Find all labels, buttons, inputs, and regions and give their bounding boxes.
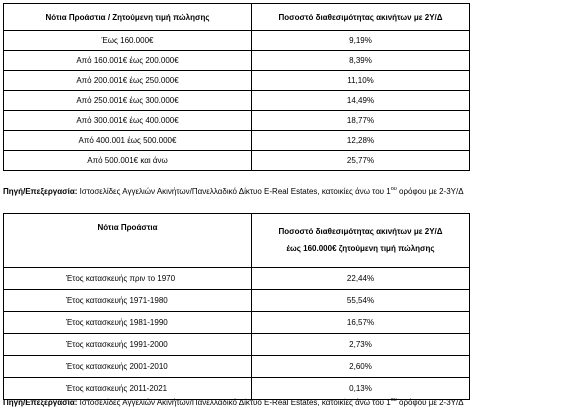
header-availability-line1: Ποσοστό διαθεσιμότητας ακινήτων με 2Υ/Δ xyxy=(278,227,443,236)
percentage-cell: 18,77% xyxy=(252,111,470,131)
header-availability: Ποσοστό διαθεσιμότητας ακινήτων με 2Υ/Δ xyxy=(252,4,470,31)
source-text-end: ορόφου με 2-3Υ/Δ xyxy=(396,187,464,196)
price-availability-table xyxy=(3,3,470,171)
table-row xyxy=(4,91,470,111)
construction-year-cell: Έτος κατασκευής 1971-1980 xyxy=(4,290,252,312)
percentage-cell: 14,49% xyxy=(252,91,470,111)
source-text-end: ορόφου με 2-3Υ/Δ xyxy=(396,398,464,407)
construction-year-cell: Έτος κατασκευής πριν το 1970 xyxy=(4,268,252,290)
table-header-row xyxy=(4,4,470,31)
price-range-cell: Από 200.001€ έως 250.000€ xyxy=(4,71,252,91)
price-range-cell: Από 160.001€ έως 200.000€ xyxy=(4,51,252,71)
header-region: Νότια Προάστια xyxy=(4,214,252,268)
source-note xyxy=(3,187,464,196)
source-label: Πηγή/Επεξεργασία: xyxy=(3,187,78,196)
table-row xyxy=(4,31,470,51)
percentage-cell: 2,73% xyxy=(252,334,470,356)
percentage-cell: 8,39% xyxy=(252,51,470,71)
percentage-cell: 16,57% xyxy=(252,312,470,334)
percentage-cell: 22,44% xyxy=(252,268,470,290)
percentage-cell: 11,10% xyxy=(252,71,470,91)
header-availability xyxy=(252,214,470,268)
table-row xyxy=(4,71,470,91)
table-row xyxy=(4,290,470,312)
price-range-cell: Από 500.001€ και άνω xyxy=(4,151,252,171)
construction-year-cell: Έτος κατασκευής 1991-2000 xyxy=(4,334,252,356)
price-range-cell: Από 250.001€ έως 300.000€ xyxy=(4,91,252,111)
table-row xyxy=(4,334,470,356)
percentage-cell: 55,54% xyxy=(252,290,470,312)
source-note xyxy=(3,398,464,407)
construction-year-cell: Έτος κατασκευής 2001-2010 xyxy=(4,356,252,378)
table-row xyxy=(4,131,470,151)
table-row xyxy=(4,111,470,131)
construction-year-cell: Έτος κατασκευής 1981-1990 xyxy=(4,312,252,334)
table-header-row xyxy=(4,214,470,268)
construction-year-cell: Έτος κατασκευής 2011-2021 xyxy=(4,378,252,400)
table-row xyxy=(4,268,470,290)
table-row xyxy=(4,51,470,71)
source-superscript: ου xyxy=(390,397,397,403)
source-text: Ιστοσελίδες Αγγελιών Ακινήτων/Πανελλαδικό Δίκτυο E-Real Estates, κατοικίες άνω του 1 xyxy=(77,398,391,407)
price-range-cell: Έως 160.000€ xyxy=(4,31,252,51)
table-row xyxy=(4,356,470,378)
percentage-cell: 0,13% xyxy=(252,378,470,400)
table-row xyxy=(4,312,470,334)
header-availability-line2: έως 160.000€ ζητούμενη τιμή πώλησης xyxy=(286,244,435,253)
source-superscript: ου xyxy=(390,186,397,192)
price-range-cell: Από 300.001€ έως 400.000€ xyxy=(4,111,252,131)
percentage-cell: 25,77% xyxy=(252,151,470,171)
percentage-cell: 9,19% xyxy=(252,31,470,51)
percentage-cell: 12,28% xyxy=(252,131,470,151)
table-row xyxy=(4,151,470,171)
price-range-cell: Από 400.001 έως 500.000€ xyxy=(4,131,252,151)
header-price-range: Νότια Προάστια / Ζητούμενη τιμή πώλησης xyxy=(4,4,252,31)
table-row xyxy=(4,378,470,400)
source-text: Ιστοσελίδες Αγγελιών Ακινήτων/Πανελλαδικό Δίκτυο E-Real Estates, κατοικίες άνω του 1 xyxy=(77,187,391,196)
source-label: Πηγή/Επεξεργασία: xyxy=(3,398,78,407)
construction-year-table xyxy=(3,213,470,400)
percentage-cell: 2,60% xyxy=(252,356,470,378)
